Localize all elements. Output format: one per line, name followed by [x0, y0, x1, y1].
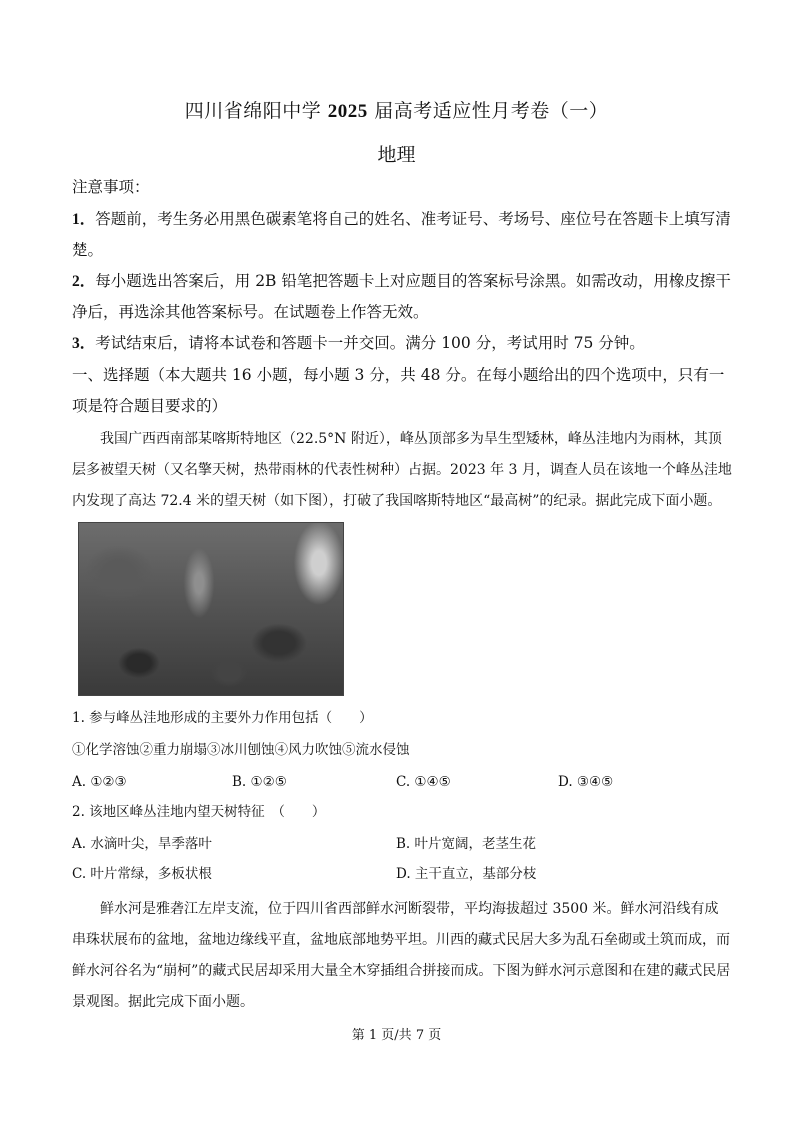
subject-title: 地理 [377, 144, 416, 166]
notice-heading: 注意事项： [72, 178, 150, 196]
q1-option-c[interactable]: C. ①④⑤ [396, 774, 451, 790]
section-heading: 一、选择题（本大题共 16 小题，每小题 3 分，共 48 分。在每小题给出的四个选项中，只有一项是符合题目要求的） [72, 366, 725, 415]
q1-option-b[interactable]: B. ①②⑤ [232, 774, 287, 790]
q1-option-a[interactable]: A. ①②③ [72, 774, 127, 790]
notice-item-1: 1．答题前，考生务必用黑色碳素笔将自己的姓名、准考证号、考场号、座位号在答题卡上填写清楚。 [72, 210, 731, 259]
question-1-stem: 1. 参与峰丛洼地形成的主要外力作用包括（ ） [72, 710, 373, 726]
notice-item-2: 2．每小题选出答案后，用 2B 铅笔把答题卡上对应题目的答案标号涂黑。如需改动，用橡皮擦干净后，再选涂其他答案标号。在试题卷上作答无效。 [72, 272, 731, 321]
exam-title [0, 96, 793, 123]
page-footer: 第 1 页/共 7 页 [351, 1028, 442, 1043]
forest-photo [78, 522, 344, 696]
passage-2: 鲜水河是雅砻江左岸支流，位于四川省西部鲜水河断裂带，平均海拔超过 3500 米。鲜水河沿线有成串珠状展布的盆地，盆地边缘线平直，盆地底部地势平坦。川西的藏式民居大多为乱石垒砌或土筑而成，而鲜水河谷名为“崩柯”的藏式民居却采用大量全木穿插组合拼接而成。下图为鲜水河示意图和在建的藏式民居景观图。据此完成下面小题。 [72, 901, 731, 1010]
question-1-items: ①化学溶蚀②重力崩塌③冰川刨蚀④风力吹蚀⑤流水侵蚀 [72, 742, 410, 758]
q2-option-a[interactable]: A. 水滴叶尖，旱季落叶 [72, 836, 212, 852]
notice-item-3: 3．考试结束后，请将本试卷和答题卡一并交回。满分 100 分，考试用时 75 分钟。 [72, 334, 645, 352]
q2-option-d[interactable]: D. 主干直立，基部分枝 [396, 866, 537, 882]
q2-option-c[interactable]: C. 叶片常绿，多板状根 [72, 866, 212, 882]
title-suffix: 届高考适应性月考卷（一） [367, 100, 609, 122]
title-prefix: 四川省绵阳中学 [184, 100, 328, 122]
q2-option-b[interactable]: B. 叶片宽阔，老茎生花 [396, 836, 537, 852]
passage-1: 我国广西西南部某喀斯特地区（22.5°N 附近），峰丛顶部多为旱生型矮林，峰丛洼地内为雨林，其顶层多被望天树（又名擎天树，热带雨林的代表性树种）占据。2023 年 3 月，调查人员在该地一个峰丛洼地内发现了高达 72.4 米的望天树（如下图），打破了我国喀斯特地区“最高树”的纪录。据此完成下面小题。 [72, 431, 732, 509]
title-year: 2025 [327, 101, 368, 122]
question-2-stem: 2. 该地区峰丛洼地内望天树特征 （ ） [72, 804, 326, 820]
q1-option-d[interactable]: D. ③④⑤ [558, 774, 614, 790]
